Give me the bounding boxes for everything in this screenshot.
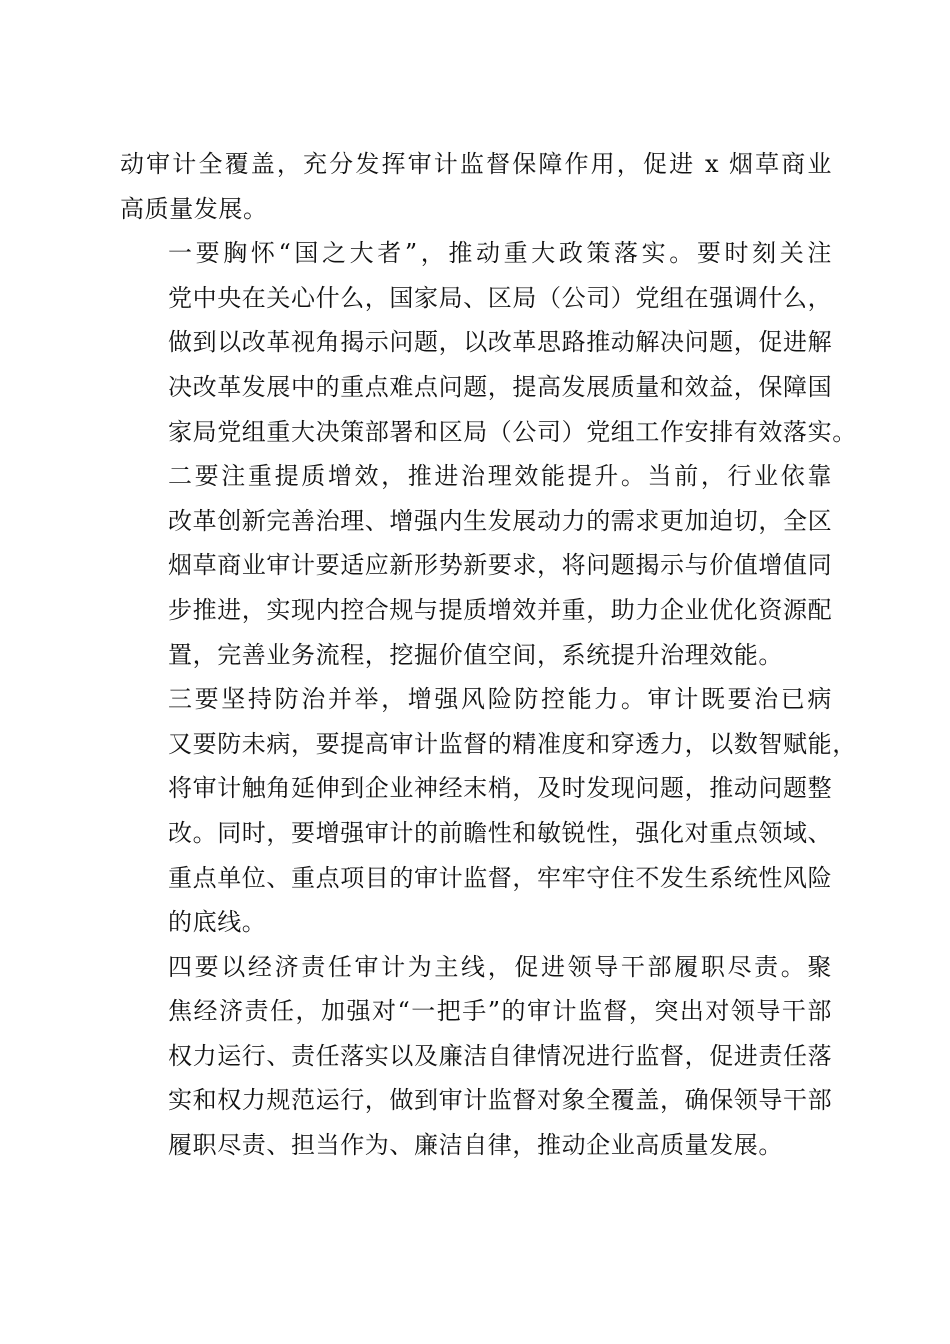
text-line: 重点单位、重点项目的审计监督，牢牢守住不发生系统性风险 xyxy=(168,863,833,892)
text-line: 改。同时，要增强审计的前瞻性和敏锐性，强化对重点领域、 xyxy=(168,818,833,847)
text-line: 一要胸怀“国之大者”，推动重大政策落实。要时刻关注 xyxy=(168,239,832,268)
text-line: 步推进，实现内控合规与提质增效并重，助力企业优化资源配 xyxy=(168,595,833,624)
text-line: 三要坚持防治并举，增强风险防控能力。审计既要治已病 xyxy=(168,685,832,714)
text-line: 实和权力规范运行，做到审计监督对象全覆盖，确保领导干部 xyxy=(168,1086,833,1115)
paragraph-responsibility xyxy=(120,945,832,1168)
text-line: 的底线。 xyxy=(168,908,267,937)
text-line: 动审计全覆盖，充分发挥审计监督保障作用，促进 x 烟草商业 xyxy=(120,150,832,178)
text-line: 将审计触角延伸到企业神经末梢，及时发现问题，推动问题整 xyxy=(168,774,833,803)
text-line: 烟草商业审计要适应新形势新要求，将问题揭示与价值增值同 xyxy=(168,551,833,580)
text-line: 党中央在关心什么，国家局、区局（公司）党组在强调什么， xyxy=(168,283,833,312)
text-line: 二要注重提质增效，推进治理效能提升。当前，行业依靠 xyxy=(168,462,832,491)
text-line: 权力运行、责任落实以及廉洁自律情况进行监督，促进责任落 xyxy=(168,1041,833,1070)
paragraph-risk xyxy=(120,677,857,945)
text-line: 家局党组重大决策部署和区局（公司）党组工作安排有效落实。 xyxy=(168,417,857,446)
document-body xyxy=(120,142,857,1168)
paragraph-efficiency xyxy=(120,454,832,677)
text-line: 四要以经济责任审计为主线，促进领导干部履职尽责。聚 xyxy=(168,952,832,981)
text-line: 做到以改革视角揭示问题，以改革思路推动解决问题，促进解 xyxy=(168,328,833,357)
text-line: 置，完善业务流程，挖掘价值空间，系统提升治理效能。 xyxy=(168,640,783,669)
text-line: 决改革发展中的重点难点问题，提高发展质量和效益，保障国 xyxy=(168,372,833,401)
paragraph-continuation xyxy=(120,142,832,231)
text-line: 高质量发展。 xyxy=(120,194,268,223)
text-line: 履职尽责、担当作为、廉洁自律，推动企业高质量发展。 xyxy=(168,1131,783,1160)
text-line: 又要防未病，要提高审计监督的精准度和穿透力，以数智赋能， xyxy=(168,729,857,758)
text-line: 焦经济责任，加强对“一把手”的审计监督，突出对领导干部 xyxy=(168,997,832,1026)
paragraph-policy xyxy=(120,231,857,454)
text-line: 改革创新完善治理、增强内生发展动力的需求更加迫切，全区 xyxy=(168,506,833,535)
